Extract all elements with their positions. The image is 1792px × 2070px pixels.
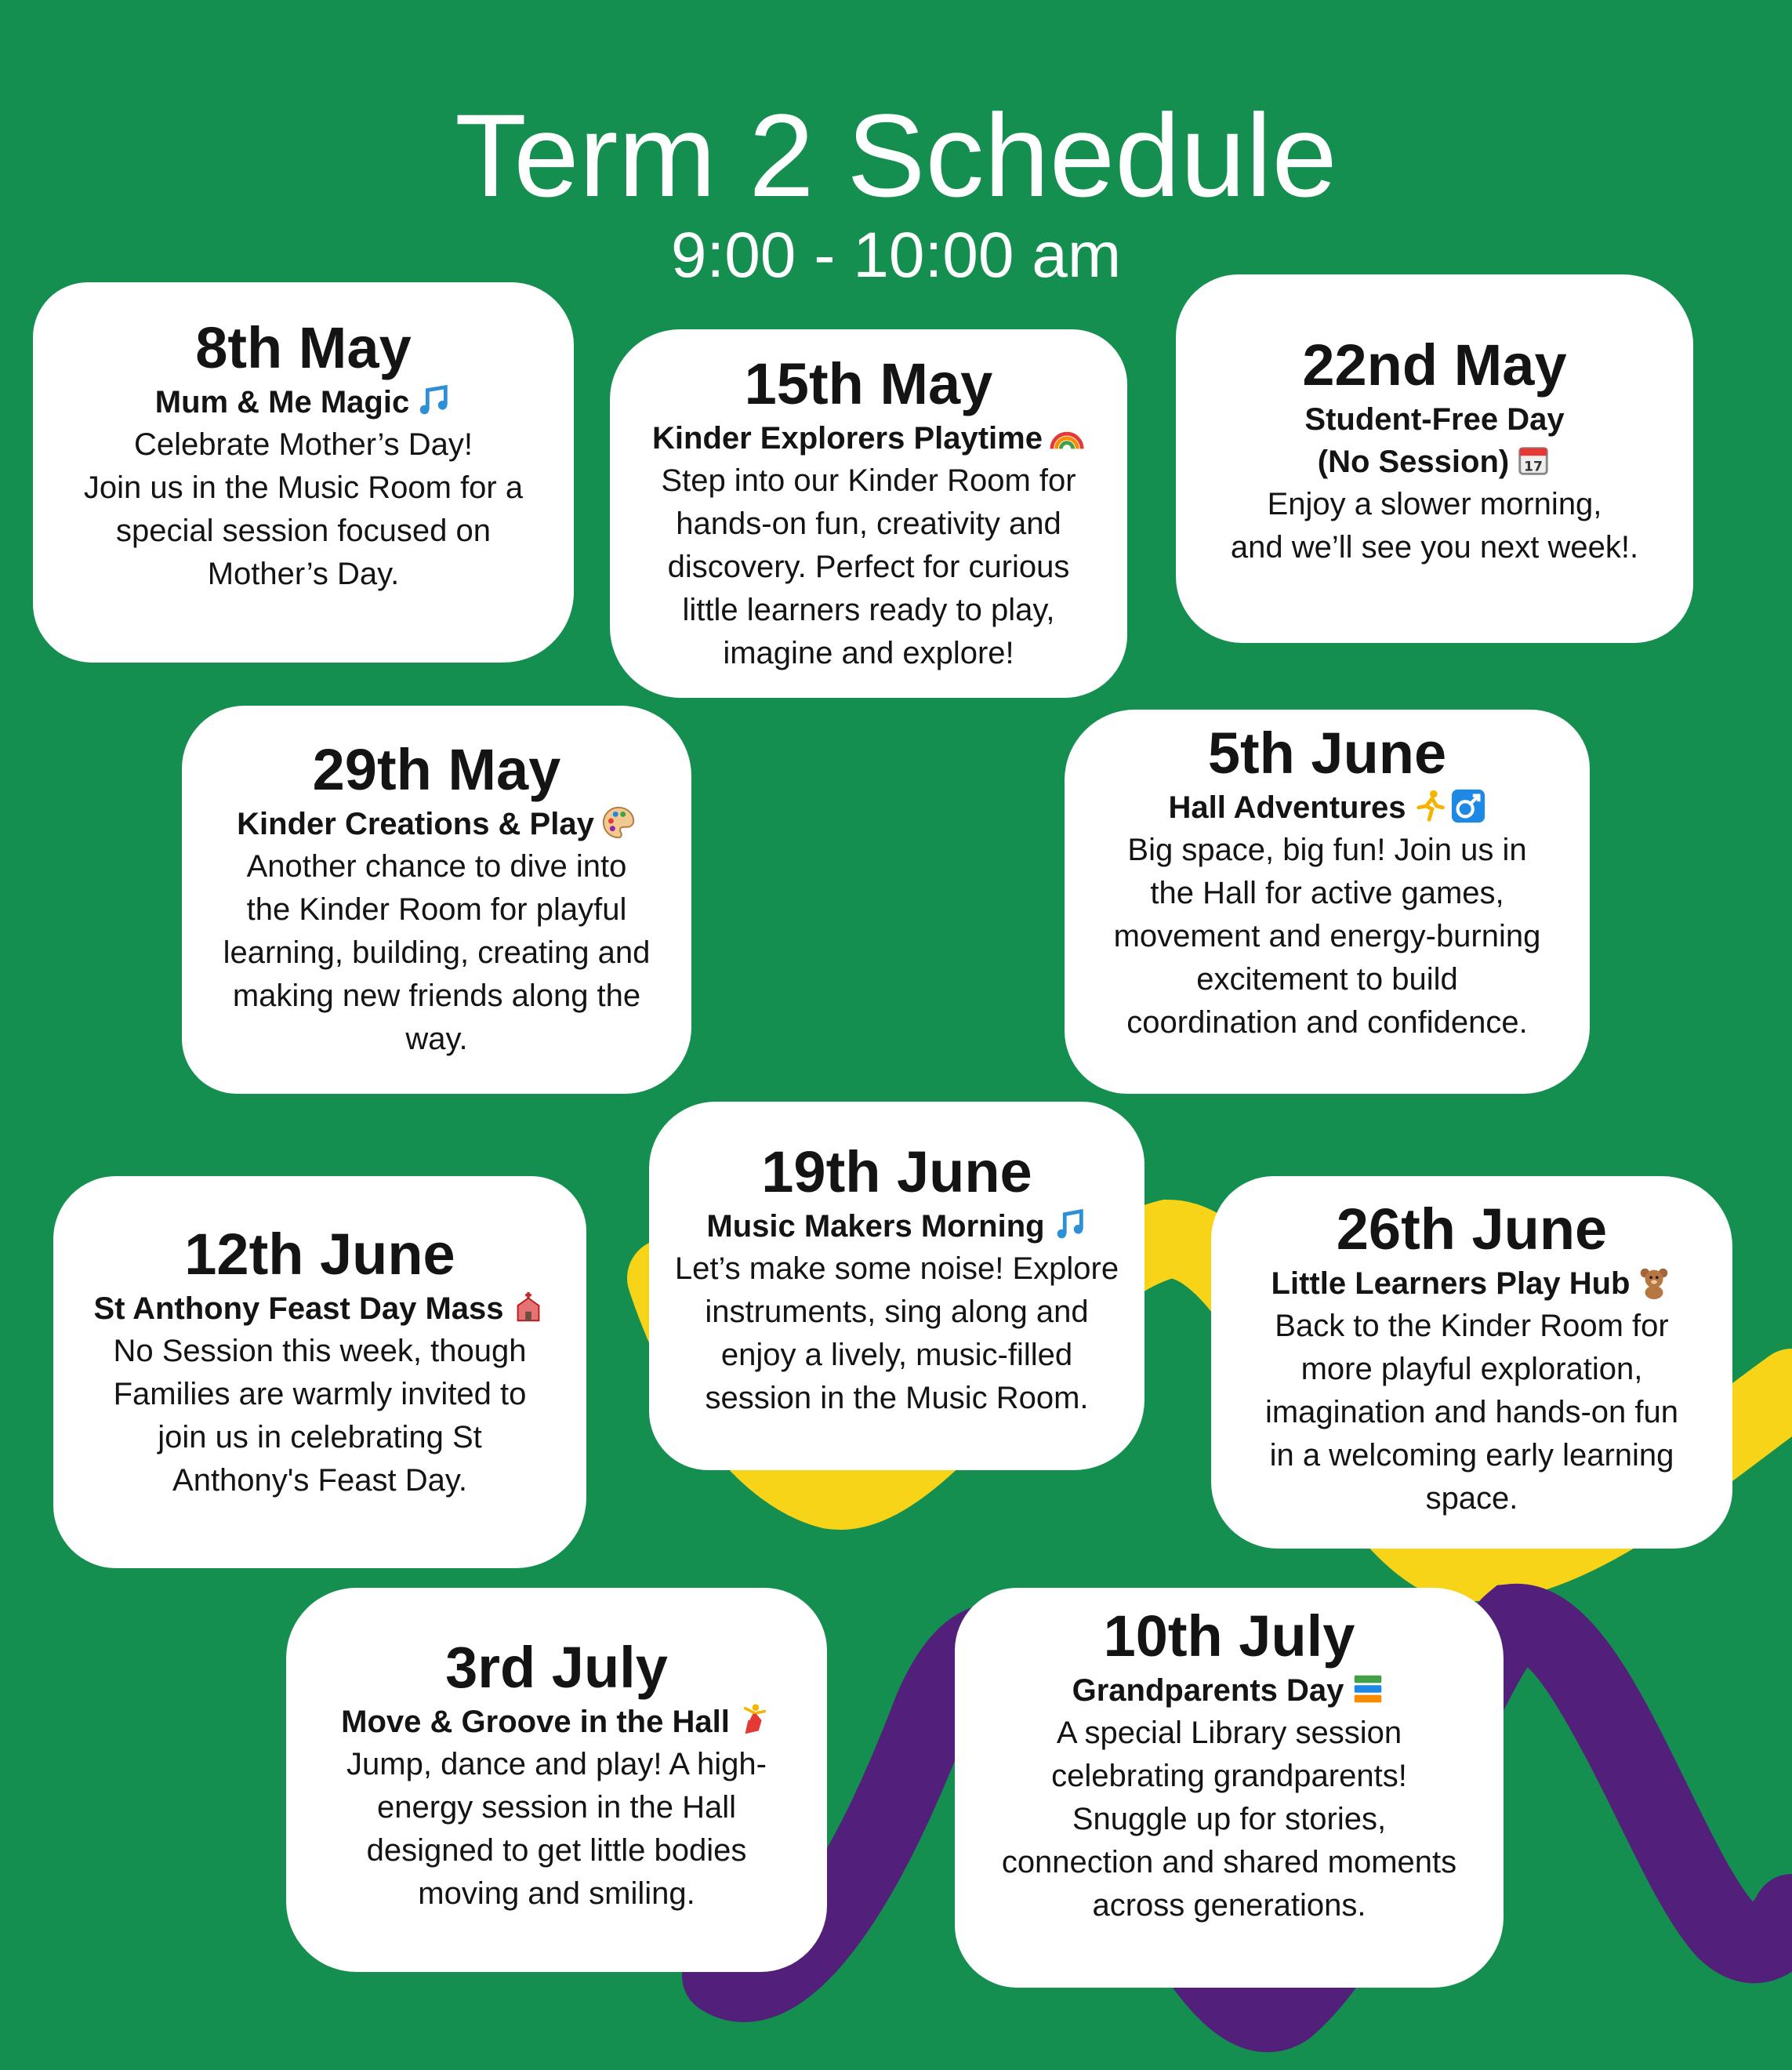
session-date: 8th May [195, 315, 412, 380]
session-description-line: making new friends along the [232, 979, 641, 1013]
session-description-line: A special Library session [1056, 1716, 1402, 1750]
session-description-line: coordination and confidence. [1126, 1005, 1528, 1040]
session-description-line: the Hall for active games, [1150, 876, 1504, 910]
session-card-3rd-july [286, 1588, 827, 1972]
session-card-5th-june [1065, 710, 1590, 1094]
session-description-line: the Kinder Room for playful [246, 892, 627, 927]
session-description-line: join us in celebrating St [158, 1420, 482, 1454]
session-description-line: Enjoy a slower morning, [1267, 487, 1602, 521]
session-description-line: movement and energy-burning [1113, 919, 1541, 953]
running-person-icon [1413, 788, 1449, 824]
rainbow-icon [1049, 419, 1085, 455]
session-title: Mum & Me Magic [154, 385, 410, 419]
session-description-line: Join us in the Music Room for a [83, 470, 524, 505]
session-description-line: little learners ready to play, [682, 593, 1055, 627]
session-description-line: Big space, big fun! Join us in [1127, 833, 1527, 867]
session-card-22nd-may [1176, 274, 1693, 643]
teddy-bear-icon [1636, 1264, 1672, 1300]
session-date: 26th June [1336, 1197, 1608, 1262]
session-description-line: connection and shared moments [1001, 1845, 1457, 1879]
session-title: Kinder Explorers Playtime [652, 421, 1043, 456]
session-title: Move & Groove in the Hall [341, 1705, 730, 1739]
session-description-line: imagine and explore! [723, 636, 1014, 670]
session-description-line: Snuggle up for stories, [1072, 1802, 1387, 1836]
session-description-line: discovery. Perfect for curious [667, 550, 1070, 584]
session-title: Hall Adventures [1168, 790, 1406, 825]
session-description-line: way. [405, 1022, 468, 1056]
session-date: 12th June [184, 1222, 455, 1287]
session-date: 3rd July [445, 1635, 668, 1700]
music-note-icon [1051, 1207, 1087, 1243]
calendar-icon [1515, 442, 1551, 478]
session-description-line: Anthony's Feast Day. [172, 1463, 467, 1498]
session-date: 5th June [1207, 721, 1447, 786]
session-description-line: Celebrate Mother’s Day! [133, 427, 473, 462]
books-icon [1350, 1671, 1386, 1707]
session-card-15th-may [610, 329, 1127, 698]
palette-icon [600, 804, 637, 841]
session-description-line: and we’ll see you next week!. [1230, 530, 1639, 565]
session-title: Music Makers Morning [706, 1209, 1045, 1244]
church-icon [510, 1289, 546, 1325]
session-card-8th-may [33, 282, 574, 663]
session-description-line: designed to get little bodies [366, 1833, 747, 1868]
session-description-line: instruments, sing along and [705, 1295, 1089, 1329]
svg-text:17: 17 [1524, 459, 1544, 475]
session-date: 10th July [1103, 1603, 1355, 1669]
session-date: 29th May [312, 737, 561, 802]
session-title: Kinder Creations & Play [237, 807, 594, 841]
session-description-line: Back to the Kinder Room for [1275, 1309, 1669, 1343]
music-notes-icon [415, 383, 452, 419]
session-description-line: more playful exploration, [1300, 1352, 1643, 1386]
session-card-12th-june [53, 1176, 586, 1568]
session-description-line: imagination and hands-on fun [1264, 1395, 1679, 1429]
session-description-line: celebrating grandparents! [1051, 1759, 1407, 1793]
session-card-29th-may [182, 706, 691, 1094]
session-description-line: Step into our Kinder Room for [661, 463, 1076, 498]
session-description-line: space. [1425, 1481, 1518, 1516]
dancer-icon [736, 1702, 772, 1738]
session-description-line: Mother’s Day. [207, 557, 400, 591]
session-description-line: enjoy a lively, music-filled [720, 1338, 1073, 1372]
session-description-line: session in the Music Room. [705, 1381, 1089, 1415]
session-description-line: in a welcoming early learning [1269, 1438, 1674, 1473]
session-description-line: Let’s make some noise! Explore [674, 1251, 1119, 1286]
page-title: Term 2 Schedule [455, 89, 1337, 221]
session-date: 15th May [744, 351, 993, 416]
session-description-line: hands-on fun, creativity and [676, 507, 1061, 541]
male-sign-icon [1450, 788, 1486, 824]
session-date: 22nd May [1302, 332, 1567, 398]
session-description-line: Another chance to dive into [246, 849, 627, 884]
session-description-line: learning, building, creating and [223, 935, 651, 970]
session-time: 9:00 - 10:00 am [670, 220, 1122, 291]
session-description-line: across generations. [1092, 1888, 1366, 1923]
session-description-line: special session focused on [115, 514, 492, 548]
session-title: Student-Free Day [1304, 402, 1565, 437]
session-card-10th-july [955, 1588, 1504, 1988]
session-description-line: moving and smiling. [418, 1876, 695, 1911]
session-description-line: energy session in the Hall [376, 1790, 737, 1825]
session-description-line: excitement to build [1196, 962, 1458, 997]
session-title: Little Learners Play Hub [1271, 1266, 1631, 1301]
session-title: St Anthony Feast Day Mass [93, 1291, 504, 1326]
session-title: Grandparents Day [1072, 1673, 1344, 1708]
session-description-line: Jump, dance and play! A high- [346, 1747, 767, 1781]
session-description-line: Families are warmly invited to [113, 1377, 527, 1411]
session-description-line: No Session this week, though [113, 1334, 527, 1368]
session-date: 19th June [761, 1139, 1032, 1204]
session-card-19th-june [649, 1102, 1144, 1470]
session-subtitle: (No Session) [1317, 445, 1510, 479]
session-card-26th-june [1211, 1176, 1732, 1549]
